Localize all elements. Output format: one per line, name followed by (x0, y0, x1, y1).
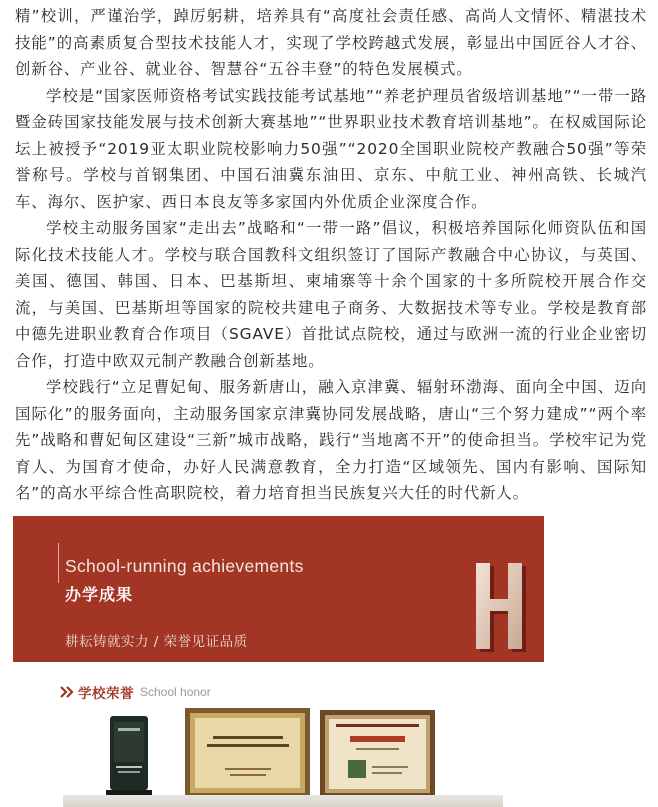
banner-accent-rule (58, 543, 59, 583)
achievements-banner (13, 516, 544, 662)
double-chevron-right-icon (60, 685, 74, 699)
paragraph-1: 精”校训，严谨治学，踔厉躬耕，培养具有“高度社会责任感、高尚人文情怀、精湛技术技能”的高素质复合型技术技能人才，实现了学校跨越式发展，彰显出中国匠谷人才谷、创新谷、产业谷、就业谷、智慧谷“五谷丰登”的特色发展模式。 (15, 7, 647, 78)
decorative-letter-h-icon (468, 561, 530, 653)
school-honor-title: 学校荣誉 (78, 686, 134, 702)
honor-plaque-image (185, 708, 310, 798)
article-body (15, 0, 647, 507)
paragraph-2: 学校是“国家医师资格考试实践技能考试基地”“养老护理员省级培训基地”“一带一路暨金砖国家技能发展与技术创新大赛基地”“世界职业技术教育培训基地”。在权威国际论坛上被授予“2019亚太职业院校影响力50强”“2020全国职业院校产教融合50强”等荣誉称号。学校与首钢集团、中国石油冀东油田、京东、中航工业、神州高铁、长城汽车、海尔、医护家、西日本良友等多家国内外优质企业深度合作。 (15, 86, 647, 211)
banner-title-en: School-running achievements (65, 556, 304, 576)
certificate-plaque-image (320, 710, 435, 798)
paragraph-3: 学校主动服务国家“走出去”战略和“一带一路”倡议，积极培养国际化师资队伍和国际化技术技能人才。学校与联合国教科文组织签订了国际产教融合中心协议，与英国、美国、德国、韩国、日本、巴基斯坦、柬埔寨等十余个国家的十多所院校开展合作交流，与美国、巴基斯坦等国家的院校共建电子商务、大数据技术等专业。学校是教育部中德先进职业教育合作项目（SGAVE）首批试点院校，通过与欧洲一流的行业企业密切合作，打造中欧双元制产教融合创新基地。 (15, 219, 647, 370)
trophy-award-image (106, 714, 152, 798)
school-honor-header (60, 682, 211, 702)
display-shelf (63, 795, 503, 807)
banner-title-cn: 办学成果 (65, 585, 134, 604)
school-honor-subtitle: School honor (140, 685, 211, 699)
paragraph-4: 学校践行“立足曹妃甸、服务新唐山，融入京津冀、辐射环渤海、面向全中国、迈向国际化”的服务面向，主动服务国家京津冀协同发展战略，唐山“三个努力建成”“两个率先”战略和曹妃甸区建设“三新”城市战略，践行“当地离不开”的使命担当。学校牢记为党育人、为国育才使命，办好人民满意教育，全力打造“区域领先、国内有影响、国际知名”的高水平综合性高职院校，着力培育担当民族复兴大任的时代新人。 (15, 378, 647, 502)
banner-slogan: 耕耘铸就实力 / 荣誉见证品质 (65, 634, 248, 650)
school-honor-panel (13, 662, 544, 807)
